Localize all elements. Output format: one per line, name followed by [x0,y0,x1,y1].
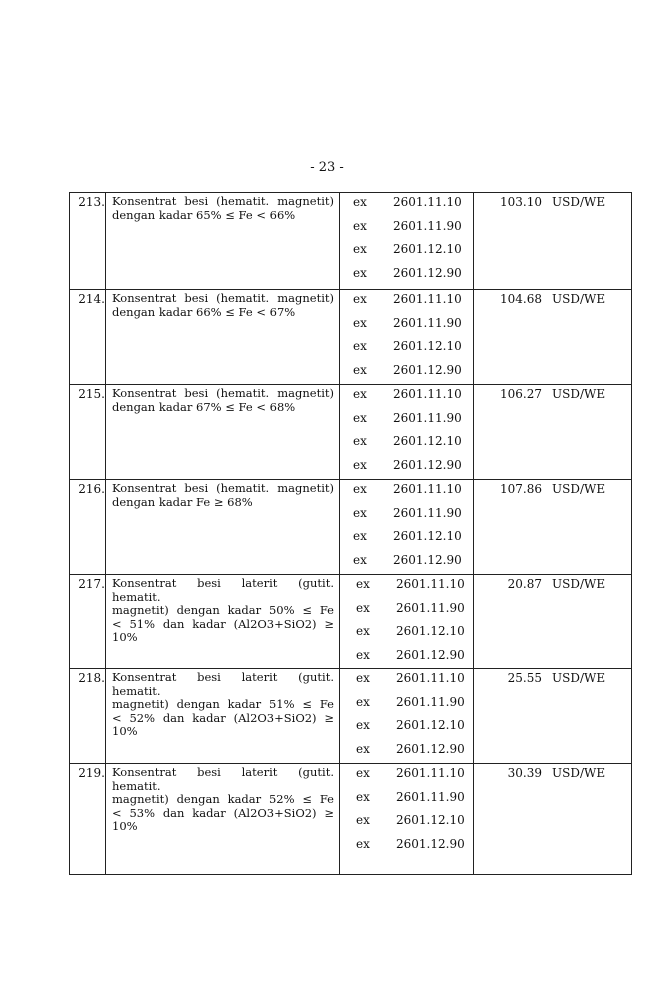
hs-code-prefix: ex [356,718,370,732]
row-description [112,387,334,414]
hs-code: 2601.11.10 [396,766,465,780]
description-line: < 53% dan kadar (Al2O3+SiO2) ≥ [112,805,334,820]
export-price: 25.55 [507,671,542,685]
hs-code: 2601.11.10 [393,195,462,209]
description-line: Konsentrat besi (hematit. magnetit) [112,481,334,495]
description-line: 10% [112,819,138,833]
row-number: 214. [78,292,105,306]
row-description [112,671,334,739]
description-line: Konsentrat besi (hematit. magnetit) [112,291,334,305]
hs-code: 2601.11.10 [393,387,462,401]
column-divider [339,193,340,289]
row-description [112,482,334,509]
hs-code-prefix: ex [356,789,370,804]
hs-code-prefix: ex [353,362,367,377]
hs-code-prefix: ex [356,694,370,709]
hs-code: 2601.12.90 [396,647,465,662]
hs-code-prefix: ex [353,529,367,543]
hs-code-prefix: ex [356,741,370,756]
hs-code: 2601.11.90 [396,600,465,615]
page-number: - 23 - [310,160,344,175]
description-line: dengan kadar 65% ≤ Fe < 66% [112,207,296,222]
hs-code: 2601.12.10 [393,242,462,256]
hs-code-prefix: ex [353,410,367,425]
description-line: dengan kadar 66% ≤ Fe < 67% [112,304,296,319]
hs-code-prefix: ex [356,647,370,662]
description-line: magnetit) dengan kadar 50% ≤ Fe [112,603,334,617]
price-table [69,192,632,875]
hs-code: 2601.12.10 [393,339,462,353]
price-unit: USD/WE [552,195,606,209]
hs-code: 2601.12.90 [396,741,465,756]
row-number: 216. [78,482,105,496]
row-number: 215. [78,387,105,401]
price-unit: USD/WE [552,766,606,780]
hs-code: 2601.12.10 [396,718,465,732]
export-price: 107.86 [500,482,542,496]
column-divider [339,385,340,479]
column-divider [339,764,340,874]
column-divider [339,290,340,384]
table-row [70,385,631,480]
hs-code: 2601.11.90 [396,789,465,804]
hs-code-prefix: ex [353,505,367,520]
table-row [70,193,631,290]
column-divider [105,290,106,384]
export-price: 106.27 [500,387,542,401]
hs-code: 2601.11.90 [393,315,462,330]
row-number: 217. [78,577,105,591]
hs-code-prefix: ex [353,482,367,496]
hs-code: 2601.12.90 [393,457,462,472]
column-divider [105,575,106,668]
hs-code-prefix: ex [353,387,367,401]
hs-code: 2601.12.90 [393,552,462,567]
description-line: < 51% dan kadar (Al2O3+SiO2) ≥ [112,616,334,631]
table-row [70,764,631,874]
hs-code: 2601.12.10 [393,434,462,448]
hs-code: 2601.11.90 [396,694,465,709]
hs-code-prefix: ex [356,836,370,851]
description-line: Konsentrat besi (hematit. magnetit) [112,194,334,208]
column-divider [105,385,106,479]
description-line: 10% [112,630,138,644]
row-number: 218. [78,671,105,685]
price-unit: USD/WE [552,482,606,496]
row-number: 219. [78,766,105,780]
export-price: 103.10 [500,195,542,209]
hs-code-prefix: ex [356,766,370,780]
hs-code: 2601.11.10 [393,482,462,496]
description-line: magnetit) dengan kadar 51% ≤ Fe [112,697,334,711]
column-divider [339,669,340,763]
row-description [112,766,334,834]
hs-code: 2601.11.10 [396,671,465,685]
hs-code: 2601.12.90 [396,836,465,851]
export-price: 104.68 [500,292,542,306]
hs-code-prefix: ex [353,339,367,353]
hs-code: 2601.12.10 [393,529,462,543]
price-unit: USD/WE [552,292,606,306]
description-line: magnetit) dengan kadar 52% ≤ Fe [112,792,334,806]
price-unit: USD/WE [552,577,606,591]
description-line: < 52% dan kadar (Al2O3+SiO2) ≥ [112,710,334,725]
table-row [70,575,631,669]
column-divider [339,575,340,668]
row-description [112,577,334,645]
hs-code: 2601.11.10 [393,292,462,306]
hs-code-prefix: ex [356,671,370,685]
price-unit: USD/WE [552,671,606,685]
hs-code-prefix: ex [356,813,370,827]
hs-code-prefix: ex [353,434,367,448]
row-description [112,292,334,319]
column-divider [339,480,340,574]
description-line: Konsentrat besi (hematit. magnetit) [112,386,334,400]
hs-code-prefix: ex [353,195,367,209]
hs-code-prefix: ex [356,600,370,615]
hs-code-prefix: ex [353,292,367,306]
hs-code-prefix: ex [353,242,367,256]
hs-code: 2601.12.90 [393,362,462,377]
description-line: dengan kadar Fe ≥ 68% [112,494,253,509]
column-divider [473,764,474,874]
description-line: Konsentrat besi laterit (gutit. hematit. [112,576,334,604]
table-row [70,290,631,385]
hs-code-prefix: ex [353,265,367,280]
row-number: 213. [78,195,105,209]
hs-code: 2601.11.90 [393,218,462,233]
table-row [70,669,631,764]
column-divider [105,193,106,289]
row-description [112,195,334,222]
hs-code: 2601.12.90 [393,265,462,280]
hs-code-prefix: ex [353,315,367,330]
export-price: 30.39 [507,766,542,780]
hs-code-prefix: ex [353,218,367,233]
description-line: 10% [112,724,138,738]
description-line: dengan kadar 67% ≤ Fe < 68% [112,399,296,414]
price-unit: USD/WE [552,387,606,401]
description-line: Konsentrat besi laterit (gutit. hematit. [112,670,334,698]
hs-code: 2601.12.10 [396,813,465,827]
column-divider [105,480,106,574]
table-row [70,480,631,575]
hs-code: 2601.11.90 [393,410,462,425]
export-price: 20.87 [507,577,542,591]
description-line: Konsentrat besi laterit (gutit. hematit. [112,765,334,793]
hs-code-prefix: ex [353,457,367,472]
column-divider [105,764,106,874]
column-divider [105,669,106,763]
hs-code-prefix: ex [356,577,370,591]
hs-code: 2601.12.10 [396,624,465,638]
hs-code-prefix: ex [356,624,370,638]
hs-code: 2601.11.10 [396,577,465,591]
hs-code: 2601.11.90 [393,505,462,520]
hs-code-prefix: ex [353,552,367,567]
